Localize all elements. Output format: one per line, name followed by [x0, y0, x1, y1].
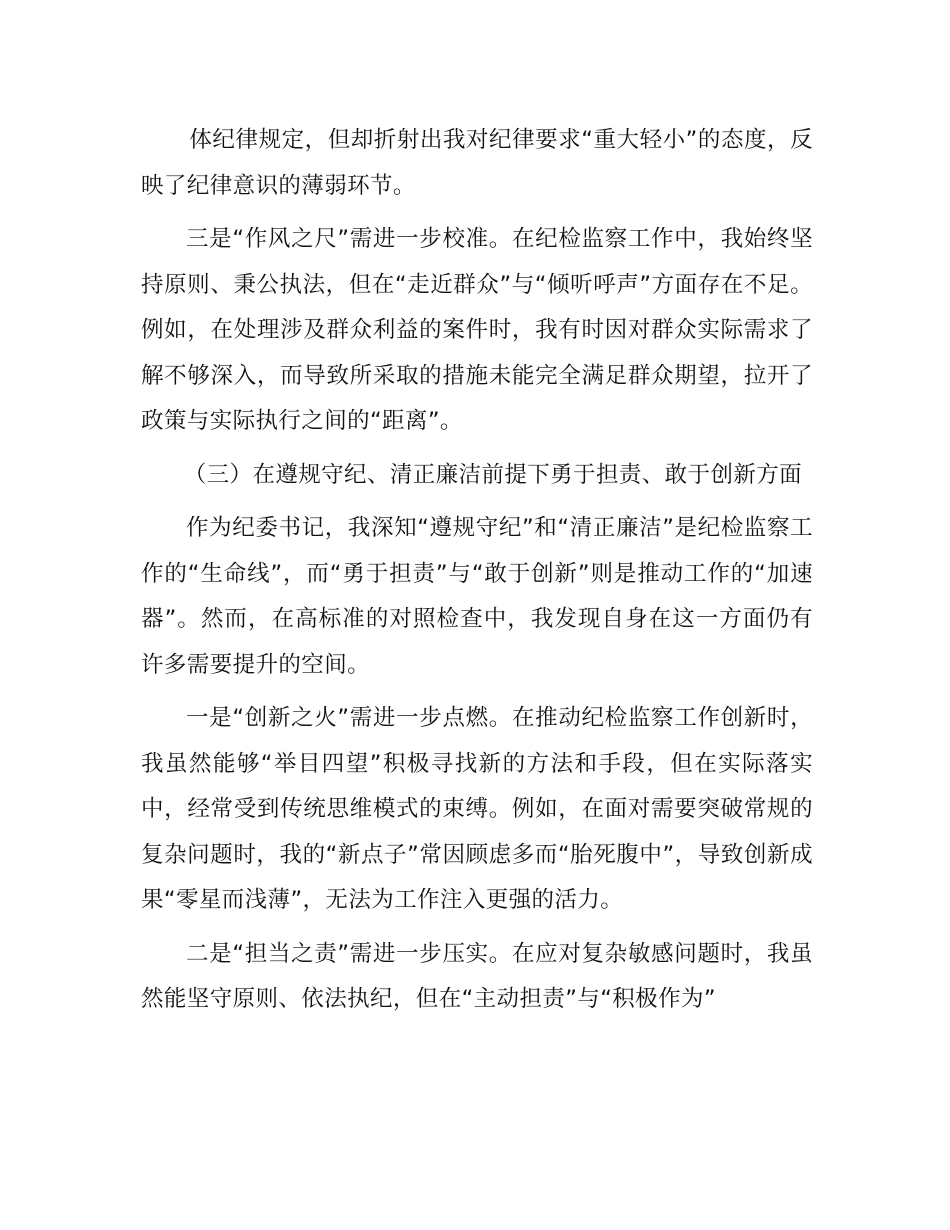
paragraph-continuation: 体纪律规定，但却折射出我对纪律要求“重大轻小”的态度，反映了纪律意识的薄弱环节。 — [141, 127, 813, 199]
document-body — [141, 118, 813, 1023]
paragraph-responsibility-issue: 二是“担当之责”需进一步压实。在应对复杂敏感问题时，我虽然能坚守原则、依法执纪，但在“主动担责”与“积极作为” — [141, 940, 813, 1012]
section-heading-three: （三）在遵规守纪、清正廉洁前提下勇于担责、敢于创新方面 — [183, 461, 803, 488]
paragraph-style-issue: 三是“作风之尺”需进一步校准。在纪检监察工作中，我始终坚持原则、秉公执法，但在“走近群众”与“倾听呼声”方面存在不足。例如，在处理涉及群众利益的案件时，我有时因对群众实际需求了解不够深入，而导致所采取的措施未能完全满足群众期望，拉开了政策与实际执行之间的“距离”。 — [141, 226, 813, 434]
paragraph-innovation-issue: 一是“创新之火”需进一步点燃。在推动纪检监察工作创新时，我虽然能够“举目四望”积极寻找新的方法和手段，但在实际落实中，经常受到传统思维模式的束缚。例如，在面对需要突破常规的复杂问题时，我的“新点子”常因顾虑多而“胎死腹中”，导致创新成果“零星而浅薄”，无法为工作注入更强的活力。 — [141, 705, 813, 913]
paragraph-section-intro: 作为纪委书记，我深知“遵规守纪”和“清正廉洁”是纪检监察工作的“生命线”，而“勇于担责”与“敢于创新”则是推动工作的“加速器”。然而，在高标准的对照检查中，我发现自身在这一方面仍有许多需要提升的空间。 — [141, 515, 813, 678]
